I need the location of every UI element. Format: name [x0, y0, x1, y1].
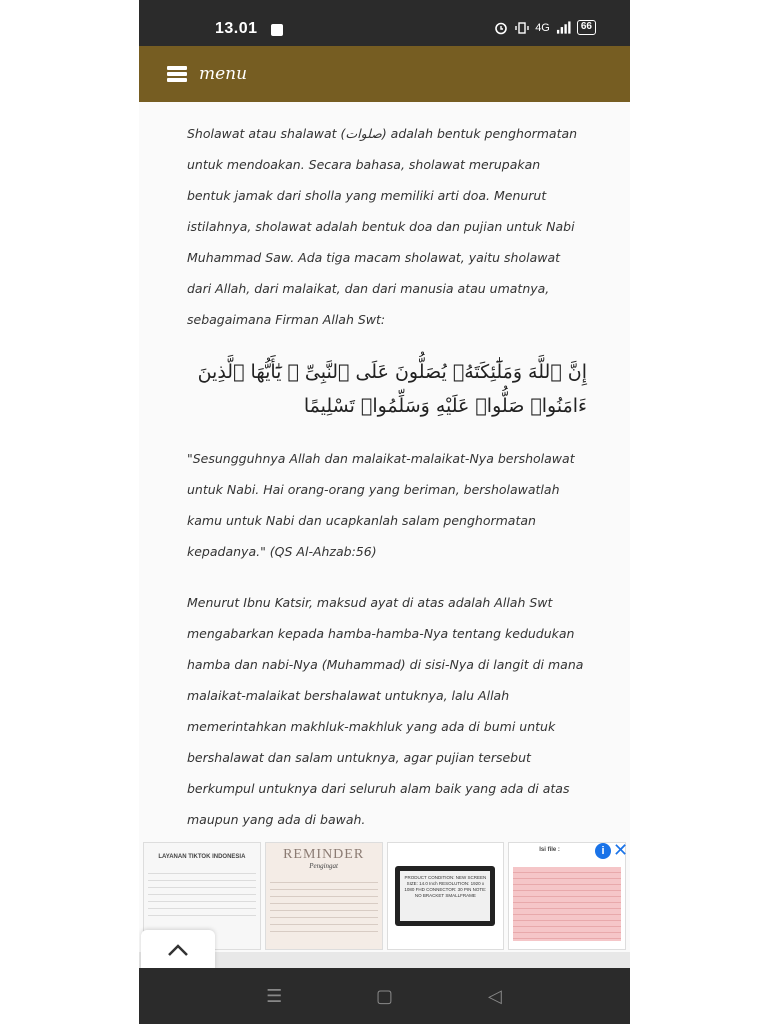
vibrate-icon	[514, 20, 529, 35]
menu-label[interactable]: menu	[199, 64, 248, 84]
article-paragraph: Menurut Ibnu Katsir, maksud ayat di atas adalah Allah Swt mengabarkan kepada hamba-hamba-Nya tentang kedudukan hamba dan nabi-Nya (Muhammad) di sisi-Nya di langit di mana malaikat-malaikat bershalawat untuknya, lalu Allah memerintahkan makhluk-makhluk yang ada di bumi untuk bershalawat dan salam untuknya, agar pujian tersebut berkumpul untuknya dari seluruh alam baik yang ada di atas maupun yang ada di bawah.	[187, 595, 584, 827]
close-icon[interactable]: ✕	[613, 840, 629, 861]
phone-screen	[139, 0, 630, 1024]
ad-laptop-screen[interactable]	[387, 842, 505, 950]
home-button[interactable]: ▢	[375, 985, 393, 1007]
ad-title: Isi file :	[539, 847, 560, 853]
info-icon[interactable]: i	[595, 843, 611, 859]
article-content	[187, 118, 587, 855]
verse-translation: "Sesungguhnya Allah dan malaikat-malaikat-Nya bersholawat untuk Nabi. Hai orang-orang yang beriman, bersholawatlah kamu untuk Nabi dan ucapkanlah salam penghormatan kepadanya." (QS Al-Ahzab:56)	[187, 451, 575, 559]
ad-text: PRODUCT CONDITION: NEW SCREEN SIZE: 14.0 Inch RESOLUTION: 1920 x 1080 FHD CONNECTOR: 30 PIN NOTE: NO BRACKET SMALLFRAME	[400, 871, 490, 921]
battery-indicator: 66	[577, 20, 596, 35]
status-time: 13.01	[215, 20, 258, 37]
ad-file-contents[interactable]	[508, 840, 629, 950]
article-paragraph: Sholawat atau shalawat (صلوات) adalah bentuk penghormatan untuk mendoakan. Secara bahasa, sholawat merupakan bentuk jamak dari sholla yang memiliki arti doa. Menurut istilahnya, sholawat adalah bentuk doa dan pujian untuk Nabi Muhammad Saw. Ada tiga macam sholawat, yaitu sholawat dari Allah, dari malaikat, dan dari manusia atau umatnya, sebagaimana Firman Allah Swt:	[187, 126, 578, 327]
ad-body-lines	[148, 867, 256, 917]
arabic-verse: إِنَّ ٱللَّهَ وَمَلَٰٓئِكَتَهُۥ يُصَلُّونَ عَلَى ٱلنَّبِىِّ ۚ يَٰٓأَيُّهَا ٱلَّذِينَ ءَامَنُوا۟ صَلُّوا۟ عَلَيْهِ وَسَلِّمُوا۟ تَسْلِيمًا	[197, 361, 587, 417]
ad-title: LAYANAN TIKTOK INDONESIA	[158, 854, 246, 860]
back-button[interactable]: ◁	[487, 985, 502, 1007]
chevron-up-icon	[167, 943, 189, 957]
app-bar	[139, 46, 630, 102]
menu-icon[interactable]	[167, 66, 187, 82]
network-label: 4G	[535, 21, 550, 34]
laptop-image	[395, 866, 495, 926]
recent-apps-button[interactable]: ☰	[266, 985, 283, 1007]
system-nav-bar	[139, 968, 630, 1024]
signal-icon	[556, 20, 571, 35]
collapse-ad-button[interactable]	[141, 930, 215, 970]
status-icons	[493, 20, 596, 35]
alarm-icon	[493, 20, 508, 35]
ad-reminder[interactable]	[265, 842, 383, 950]
ad-subtitle: Pengingat	[309, 862, 339, 870]
shopping-bag-icon	[271, 24, 283, 36]
ad-title: REMINDER	[283, 847, 365, 862]
status-bar	[139, 0, 630, 46]
ad-body-lines	[270, 876, 378, 936]
ad-list-block	[513, 867, 621, 941]
